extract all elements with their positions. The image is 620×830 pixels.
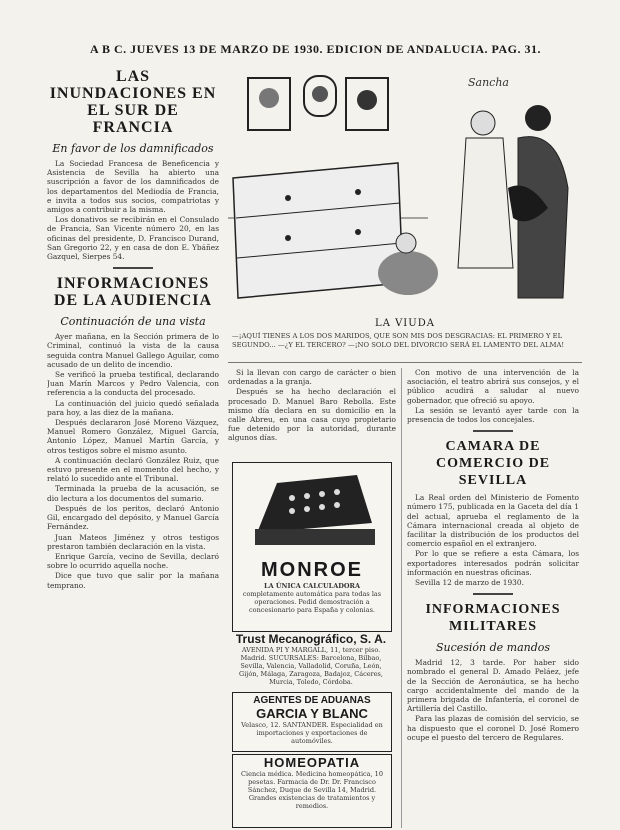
paragraph: Terminada la prueba de la acusación, se dio lectura a los documentos del sumario. (47, 484, 219, 503)
divider (228, 362, 582, 363)
ad-text: Velasco, 12. SANTANDER. Especialidad en importaciones y exportaciones de automóviles. (241, 721, 383, 745)
ad-text: AVENIDA PI Y MARGALL, 11, tercer piso. Madrid. SUCURSALES: Barcelona, Bilbao, Sevilla, Valencia, Valladolid, Coruña, León, Gijón, Málaga, Zaragoza, Badajoz, Cáceres, Murcia, Toledo, Córdoba. (239, 646, 383, 686)
headline-audiencia: INFORMACIONES DE LA AUDIENCIA (53, 275, 213, 310)
paragraph: La Real orden del Ministerio de Fomento número 175, publicada en la Gaceta del día 1 del actual, aprueba el reglamento de la Cámara internacional creada al objeto de facilitar la distribución de los productos del comercio español en el extranjero. (407, 493, 579, 549)
paragraph: Los donativos se recibirán en el Consulado de Francia, San Vicente número 20, en las oficinas del presidente, D. Francisco Durand, San Gregorio 22, y en casa de don E. Ybáñez Gazquel, Sierpes 54. (47, 215, 219, 262)
subhead-damnificados: En favor de los damnificados (52, 142, 214, 155)
divider (473, 430, 513, 432)
headline-inundaciones: LAS INUNDACIONES EN EL SUR DE FRANCIA (49, 68, 217, 136)
column-divider (401, 368, 402, 828)
paragraph: Enrique García, vecino de Sevilla, declaró sobre lo ocurrido aquella noche. (47, 551, 219, 571)
paragraph: Si la llevan con cargo de carácter o bien ordenadas a la granja. (228, 368, 396, 387)
paragraph: Con motivo de una intervención de la asociación, el teatro abrirá sus consejos, y el público acudirá a saludar al nuevo gobernador, que ofreció su apoyo. (407, 368, 579, 405)
paragraph: Después de los peritos, declaró Antonio Gil, encargado del depósito, y Manuel García Fernández. (47, 503, 219, 532)
ad-title: AGENTES DE ADUANAS (253, 695, 371, 706)
paragraph: A continuación declaró González Ruiz, que estuvo presente en el momento del hecho, y relató lo sucedido ante el Tribunal. (47, 455, 219, 484)
ad-title: HOMEOPATIA (263, 755, 361, 770)
paragraph: Madrid 12, 3 tarde. Por haber sido nombrado el general D. Amado Peláez, jefe de la Sección de Aeronáutica, se ha hecho cargo accidentalmente del mando de la primera brigada de Infantería, el coronel de Artillería del Castillo. (407, 658, 579, 714)
column-left (47, 68, 219, 828)
page-header: A B C. JUEVES 13 DE MARZO DE 1930. EDICION DE ANDALUCIA. PAG. 31. (90, 42, 541, 56)
column-right (407, 368, 579, 828)
paragraph: La continuación del juicio quedó señalada para hoy, a las diez de la mañana. (47, 398, 219, 417)
paragraph: Dice que tuvo que salir por la mañana temprano. (47, 571, 219, 590)
ad-brand: MONROE (261, 559, 363, 581)
ad-title: Trust Mecanográfico, S. A. (235, 632, 387, 646)
ad-text: completamente automática para todas las operaciones. Pedid demostración a concesionario para España y colonias. (242, 590, 382, 614)
article-militares (407, 658, 579, 742)
cartoon-signature: Sancha (468, 76, 509, 89)
ad-name: GARCIA Y BLANC (256, 706, 368, 721)
paragraph: Para las plazas de comisión del servicio, se ha dispuesto que el coronel D. José Romero ocupe el puesto del tercero de Regulares. (407, 714, 579, 742)
paragraph: La sesión se levantó ayer tarde con la presencia de todos los concejales. (407, 405, 579, 425)
cartoon-title: LA VIUDA (375, 318, 435, 329)
ad-line: LA ÚNICA CALCULADORA (264, 582, 360, 590)
paragraph: Juan Mateos Jiménez y otros testigos prestaron también declaración en la vista. (47, 532, 219, 551)
headline-militares: INFORMACIONES MILITARES (425, 602, 561, 635)
article-intro (407, 368, 579, 424)
ad-homeopatia (232, 754, 392, 828)
headline-camara: CAMARA DE COMERCIO DE SEVILLA (435, 439, 551, 489)
paragraph: Sevilla 12 de marzo de 1930. (415, 578, 524, 588)
article-camara (407, 493, 579, 587)
calculator-icon (237, 463, 387, 555)
subhead-vista: Continuación de una vista (60, 315, 206, 329)
article-inundaciones (47, 159, 219, 261)
paragraph: Se verificó la prueba testifical, declarando Juan Marín Marcos y Pedro Valencia, con referencia a la conducta del procesado. (47, 370, 219, 398)
divider (473, 593, 513, 595)
divider (113, 267, 153, 269)
subhead-mandos: Sucesión de mandos (435, 641, 551, 655)
ad-monroe (232, 462, 392, 632)
dresser (233, 163, 403, 298)
paragraph: Por lo que se refiere a esta Cámara, los exportadores interesados podrán solicitar información en nuestras oficinas. (407, 549, 579, 577)
column-middle (228, 368, 396, 458)
ad-aduanas (232, 692, 392, 752)
ad-trust (232, 632, 390, 688)
article-middle (228, 368, 396, 443)
paragraph: Después declararon José Moreno Vázquez, Manuel Romero González, Miguel García, Antonio López, Manuel Martín García, y otros testigos sobre el mismo asunto. (47, 418, 219, 455)
article-audiencia (47, 332, 219, 589)
ad-text: Ciencia médica. Medicina homeopática, 10 pesetas. Farmacia de Dr. Dr. Francisco Sánchez, Duque de Sevilla 14, Madrid. Grandes existencias de tratamientos y remedios. (241, 770, 383, 810)
paragraph: Después se ha hecho declaración el procesado D. Manuel Baro Rebolla. Este mismo día declara en su domicilio en la calle Abreu, en una casa cuyo propietario fue detenido por la autoridad, durante algunos días. (228, 387, 396, 443)
paragraph: La Sociedad Francesa de Beneficencia y Asistencia de Sevilla ha abierto una suscripción a favor de los damnificados de los departamentos del Mediodía de Francia, e invita a todos sus socios, compatriotas y amigos a contribuir a la misma. (47, 159, 219, 215)
paragraph: Ayer mañana, en la Sección primera de lo Criminal, continuó la vista de la causa seguida contra Manuel Gallego Aguilar, como acusado de un delito de incendio. (47, 332, 219, 369)
cartoon-caption: —¡AQUÍ TIENES A LOS DOS MARIDOS, QUE SON MIS DOS DESGRACIAS: EL PRIMERO Y EL SEGUNDO... —¿Y EL TERCERO? —¡NO SOLO DEL DIVORCIO SERÁ EL LAMENTO DEL ALMA! (232, 332, 565, 349)
cartoon-illustration (228, 68, 582, 318)
